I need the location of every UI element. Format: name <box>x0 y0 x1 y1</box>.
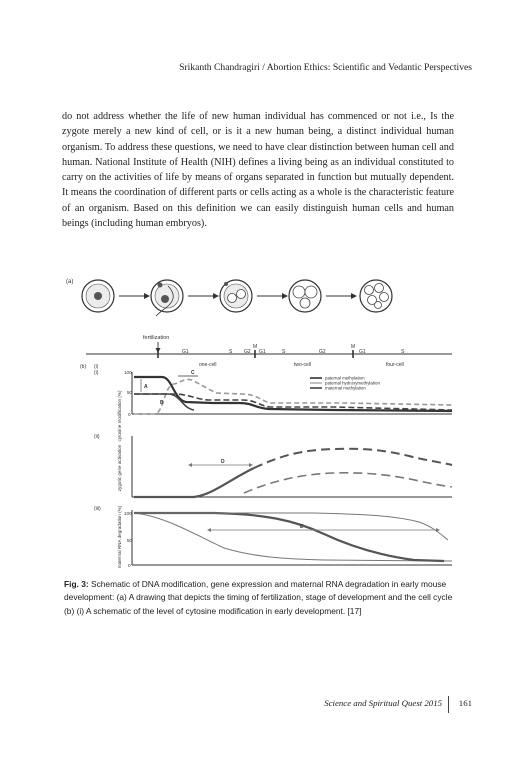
arrow-head-2 <box>213 293 219 299</box>
marker-d-arrow-right <box>249 463 253 467</box>
legend-maternal-methylation: maternal methylation <box>325 385 366 391</box>
curve-rna-main <box>134 513 444 561</box>
pronuclear-cell <box>220 280 252 312</box>
phase-s-2: S <box>282 349 286 355</box>
running-head: Srikanth Chandragiri / Abortion Ethics: Scientific and Vedantic Perspectives <box>179 62 472 73</box>
arrow-head-3 <box>282 293 288 299</box>
chart-i-ylabel: cytosine modification (%) <box>117 390 122 442</box>
phase-s-3: S <box>401 349 405 355</box>
figure-caption <box>64 578 456 618</box>
chart-i-tick-50: 50 <box>127 390 133 395</box>
figure-3 <box>64 272 456 572</box>
phase-s-1: S <box>229 349 233 355</box>
legend-paternal-methylation: paternal methylation <box>325 375 365 381</box>
caption-label: Fig. 3: <box>64 579 89 589</box>
two-cell-embryo <box>289 280 321 312</box>
page-number: 161 <box>458 698 472 708</box>
legend-paternal-hydroxymethylation: paternal hydroxymethylation <box>325 380 380 386</box>
phase-g1-1: G1 <box>182 349 189 355</box>
curve-rna-slow <box>134 513 448 540</box>
chart-i-legend <box>310 376 380 391</box>
footer <box>282 696 472 712</box>
curve-zga-major <box>254 449 452 468</box>
chart-i-tick-100: 100 <box>124 370 132 375</box>
footer-journal: Science and Spiritual Quest 2015 <box>324 698 442 708</box>
zygote-cell-1 <box>82 280 114 312</box>
marker-b: B <box>160 400 164 406</box>
figure-svg <box>64 272 456 572</box>
arrow-head-4 <box>351 293 357 299</box>
phase-g1-2: G1 <box>259 349 266 355</box>
cell-cycle-phases <box>182 344 405 355</box>
stage-four-cell: four-cell <box>386 362 404 368</box>
chart-iii-tick-50: 50 <box>127 538 133 543</box>
phase-g1-3: G1 <box>359 349 366 355</box>
stage-labels <box>199 362 404 368</box>
fertilized-cell <box>151 280 183 316</box>
chart-iii-tick-0: 0 <box>128 563 131 568</box>
fertilization-label: fertilization <box>143 335 170 341</box>
timeline-roman: (i) <box>94 364 99 370</box>
marker-e: E <box>300 524 304 530</box>
curve-zga-minor <box>244 473 452 493</box>
chart-iii-roman: (iii) <box>94 506 101 512</box>
marker-e-arrow-right <box>436 528 440 532</box>
body-paragraph: do not address whether the life of new human individual has commenced or not i.e., Is the zygote merely a new kind of cell, or is it a new human being, a distinct individual human organism. To address these questions, we need to have clear distinction between human cell and human. National Institute of Health (NIH) defines a living being as an individual constituted to carry on the activities of life by means of organs separated in function but mutually dependent. It means the coordination of different parts or cells acting as a whole is the characteristic feature of an organism. Based on this definition we can easily distinguish human cells and human beings (including human embryos). <box>62 111 454 230</box>
curve-rna-fast <box>134 513 452 561</box>
chart-iii-tick-100: 100 <box>124 511 132 516</box>
marker-e-arrow-left <box>207 528 211 532</box>
caption-text: Schematic of DNA modification, gene expression and maternal RNA degradation in early mouse development: (a) A drawing that depicts the timing of fertilization, stage of development and the cell cycle (b) (i) A schematic of the level of cytosine modification in early development. [17] <box>64 579 453 616</box>
phase-g2-1: G2 <box>244 349 251 355</box>
chart-iii-ylabel: maternal RNA degradation (%) <box>117 505 122 569</box>
chart-i-tick-0: 0 <box>128 412 131 417</box>
footer-separator <box>448 696 449 713</box>
four-cell-embryo <box>360 280 392 312</box>
chart-ii-ylabel: zygotic gene activation <box>117 444 122 492</box>
stage-two-cell: two-cell <box>294 362 311 368</box>
phase-m-2: M <box>351 344 356 350</box>
panel-a-label: (a) <box>66 279 74 285</box>
marker-a: A <box>144 384 148 390</box>
chart-i-roman: (i) <box>94 370 99 376</box>
stage-one-cell: one-cell <box>199 362 217 368</box>
chart-ii-roman: (ii) <box>94 434 100 440</box>
panel-b-label: (b) <box>80 364 87 370</box>
marker-c: C <box>191 370 195 376</box>
marker-d-arrow-left <box>188 463 192 467</box>
phase-m-1: M <box>253 344 258 350</box>
arrow-head-1 <box>144 293 150 299</box>
curve-zga-solid <box>134 468 254 497</box>
phase-g2-2: G2 <box>319 349 326 355</box>
marker-d: D <box>221 459 225 465</box>
